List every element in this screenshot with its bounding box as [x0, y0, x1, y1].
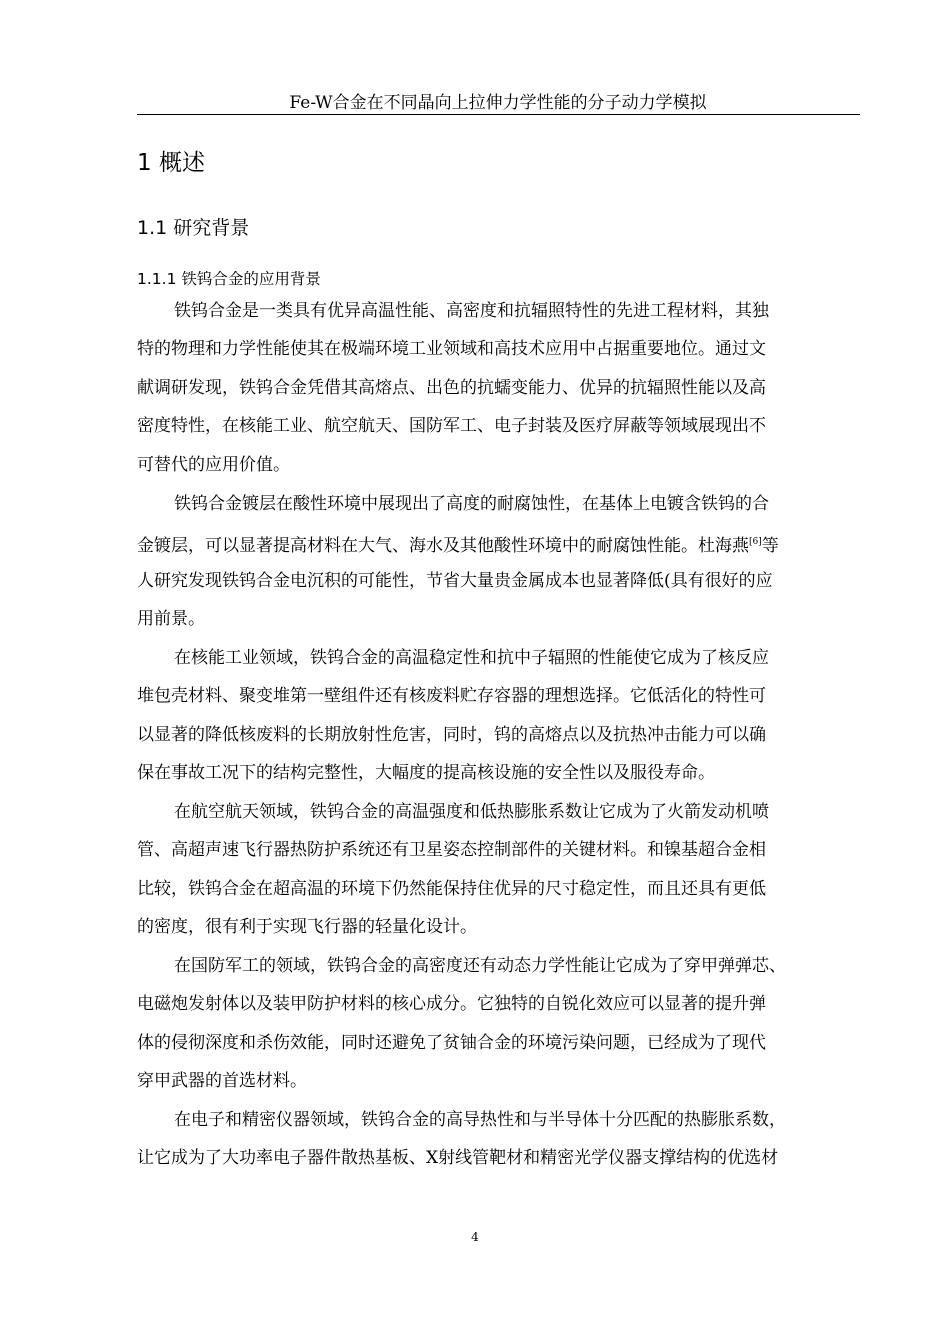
paragraph-2-line-2	[137, 530, 779, 558]
paragraph-3-line-2: 堆包壳材料、聚变堆第一壁组件还有核废料贮存容器的理想选择。它低活化的特性可	[137, 686, 766, 706]
paragraph-4-line-2: 管、高超声速飞行器热防护系统还有卫星姿态控制部件的关键材料。和镍基超合金相	[137, 840, 766, 860]
section-heading: 1.1 研究背景	[137, 217, 250, 239]
paragraph-1-line-2: 特的物理和力学性能使其在极端环境工业领域和高技术应用中占据重要地位。通过文	[137, 339, 766, 359]
paragraph-2-line-3: 人研究发现铁钨合金电沉积的可能性，节省大量贵金属成本也显著降低(具有很好的应	[137, 571, 773, 591]
paragraph-1-line-1: 铁钨合金是一类具有优异高温性能、高密度和抗辐照特性的先进工程材料，其独	[174, 301, 769, 321]
citation-trailing-text: 等	[761, 536, 779, 556]
paragraph-1-line-3: 献调研发现，铁钨合金凭借其高熔点、出色的抗蠕变能力、优异的抗辐照性能以及高	[137, 378, 766, 398]
paragraph-5-line-1: 在国防军工的领域，铁钨合金的高密度还有动态力学性能让它成为了穿甲弹弹芯、	[174, 956, 786, 976]
paragraph-5-line-3: 体的侵彻深度和杀伤效能，同时还避免了贫铀合金的环境污染问题，已经成为了现代	[137, 1033, 766, 1053]
paragraph-2-line-2-text: 金镀层，可以显著提高材料在大气、海水及其他酸性环境中的耐腐蚀性能。杜海燕	[137, 536, 749, 556]
paragraph-6-line-1: 在电子和精密仪器领域，铁钨合金的高导热性和与半导体十分匹配的热膨胀系数，	[174, 1110, 786, 1130]
page-number: 4	[471, 1230, 479, 1244]
citation-reference: [6]	[749, 537, 762, 547]
paragraph-4-line-1: 在航空航天领域，铁钨合金的高温强度和低热膨胀系数让它成为了火箭发动机喷	[174, 802, 769, 822]
paragraph-3-line-4: 保在事故工况下的结构完整性，大幅度的提高核设施的安全性以及服役寿命。	[137, 763, 715, 783]
paragraph-3-line-3: 以显著的降低核废料的长期放射性危害，同时，钨的高熔点以及抗热冲击能力可以确	[137, 725, 766, 745]
paragraph-4-line-4: 的密度，很有利于实现飞行器的轻量化设计。	[137, 917, 477, 937]
header-rule	[137, 114, 860, 115]
paragraph-2-line-4: 用前景。	[137, 609, 205, 629]
paragraph-2-line-1: 铁钨合金镀层在酸性环境中展现出了高度的耐腐蚀性，在基体上电镀含铁钨的合	[174, 494, 769, 514]
paragraph-1-line-5: 可替代的应用价值。	[137, 455, 290, 475]
paragraph-6-line-2: 让它成为了大功率电子器件散热基板、X射线管靶材和精密光学仪器支撑结构的优选材	[137, 1148, 779, 1168]
paragraph-4-line-3: 比较，铁钨合金在超高温的环境下仍然能保持住优异的尺寸稳定性，而且还具有更低	[137, 879, 766, 899]
paragraph-5-line-4: 穿甲武器的首选材料。	[137, 1071, 307, 1091]
paragraph-3-line-1: 在核能工业领域，铁钨合金的高温稳定性和抗中子辐照的性能使它成为了核反应	[174, 648, 769, 668]
paragraph-1-line-4: 密度特性，在核能工业、航空航天、国防军工、电子封装及医疗屏蔽等领域展现出不	[137, 416, 766, 436]
running-header: Fe-W合金在不同晶向上拉伸力学性能的分子动力学模拟	[289, 93, 707, 113]
paragraph-5-line-2: 电磁炮发射体以及装甲防护材料的核心成分。它独特的自锐化效应可以显著的提升弹	[137, 994, 766, 1014]
subsection-heading: 1.1.1 铁钨合金的应用背景	[137, 270, 321, 288]
chapter-heading: 1 概述	[137, 150, 205, 176]
